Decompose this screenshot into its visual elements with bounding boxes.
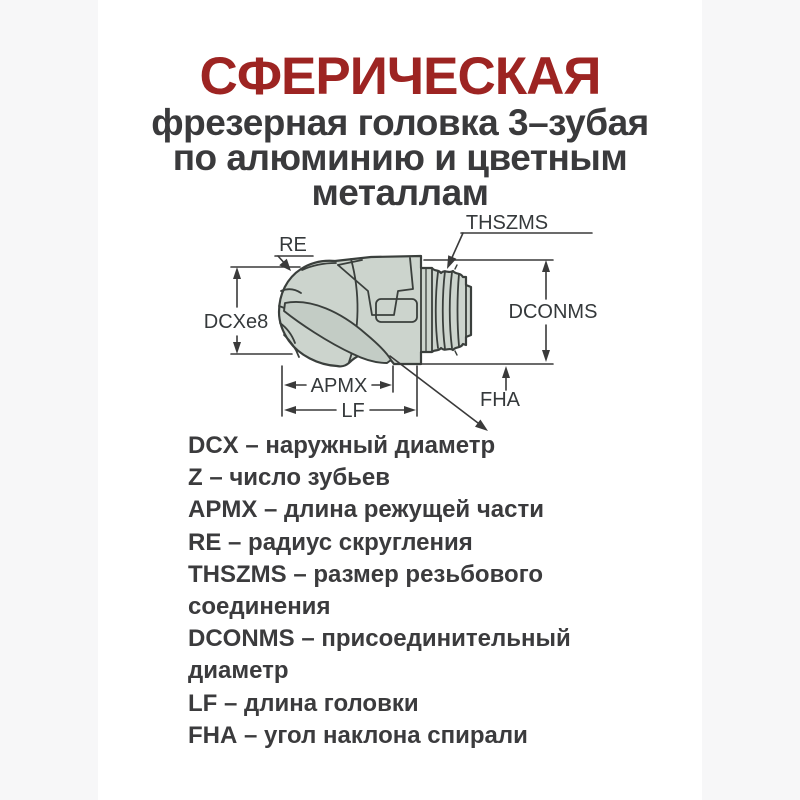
label-apmx: APMX bbox=[310, 375, 368, 397]
legend-abbr: LF bbox=[188, 689, 218, 717]
legend-desc: – наружный диаметр bbox=[238, 432, 496, 459]
label-re: RE bbox=[279, 234, 307, 256]
legend-item bbox=[188, 494, 668, 526]
legend-desc: – длина головки bbox=[217, 689, 419, 717]
subtitle-line-3: металлам bbox=[311, 172, 489, 213]
legend-abbr: DCONMS bbox=[188, 625, 295, 653]
label-lf: LF bbox=[341, 400, 365, 422]
legend-item bbox=[188, 527, 668, 559]
legend-desc: – число зубьев bbox=[202, 464, 391, 492]
legend-item-continuation: соединения bbox=[188, 593, 331, 621]
legend-item bbox=[188, 430, 668, 462]
label-dcx: DCXe8 bbox=[203, 311, 269, 333]
legend-desc: – угол наклона спирали bbox=[237, 721, 528, 749]
legend-item bbox=[188, 688, 668, 720]
subtitle-line-2: по алюминию и цветным bbox=[172, 137, 628, 178]
tool-drawing bbox=[279, 256, 471, 366]
dim-thszms bbox=[447, 233, 592, 269]
page-title: СФЕРИЧЕСКАЯ bbox=[199, 47, 601, 106]
legend-item bbox=[188, 623, 668, 655]
subtitle-line-1: фрезерная головка 3–зубая bbox=[151, 102, 649, 143]
legend-list bbox=[188, 430, 668, 752]
legend-item bbox=[188, 462, 668, 494]
legend-desc: – длина режущей части bbox=[257, 496, 544, 524]
legend-abbr: APMX bbox=[188, 496, 258, 524]
legend-abbr: DCX bbox=[188, 432, 239, 459]
legend-item bbox=[188, 720, 668, 752]
legend-desc: – размер резьбового bbox=[286, 560, 544, 588]
label-fha: FHA bbox=[480, 389, 520, 411]
legend-abbr: Z bbox=[188, 464, 203, 492]
legend-item-continuation: диаметр bbox=[188, 657, 289, 685]
legend-desc: – присоединительный bbox=[294, 625, 571, 653]
legend-abbr: RE bbox=[188, 528, 222, 556]
legend-abbr: FHA bbox=[188, 721, 238, 749]
legend-item bbox=[188, 559, 668, 591]
legend-abbr: THSZMS bbox=[188, 560, 287, 588]
label-dconms: DCONMS bbox=[508, 301, 598, 323]
label-thszms: THSZMS bbox=[465, 212, 549, 234]
legend-desc: – радиус скругления bbox=[221, 528, 473, 556]
